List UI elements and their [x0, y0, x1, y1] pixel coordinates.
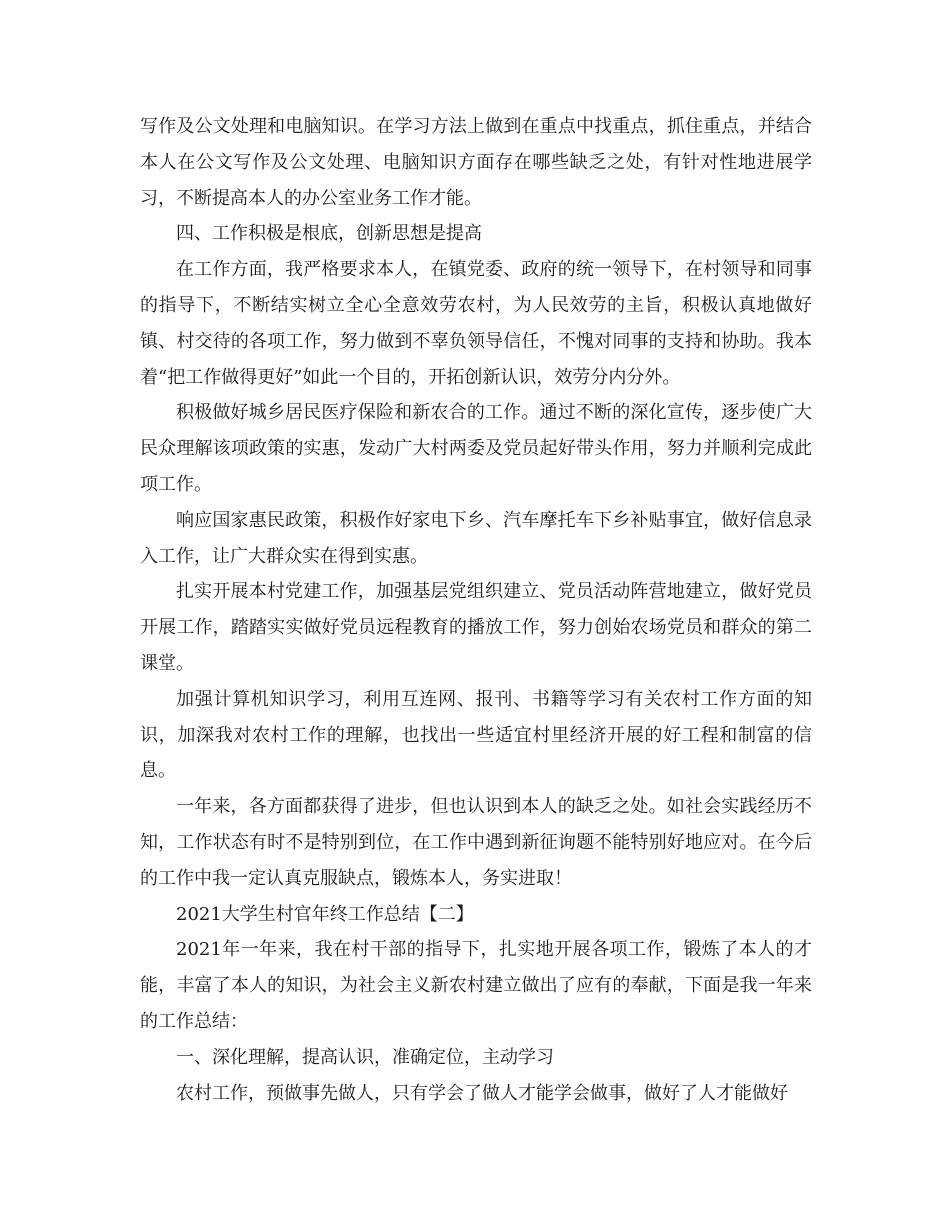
- section-heading-4: 四、工作积极是根底，创新思想是提高: [176, 223, 482, 245]
- paragraph: 扎实开展本村党建工作，加强基层党组织建立、党员活动阵营地建立，做好党员开展工作，踏踏实实做好党员远程教育的播放工作，努力创始农场党员和群众的第二课堂。: [140, 581, 812, 674]
- paragraph: 响应国家惠民政策，积极作好家电下乡、汽车摩托车下乡补贴事宜，做好信息录入工作，让广大群众实在得到实惠。: [140, 509, 812, 567]
- paragraph: 农村工作，预做事先做人，只有学会了做人才能学会做事，做好了人才能做好: [176, 1082, 788, 1104]
- section-heading-1: 一、深化理解，提高认识，准确定位，主动学习: [176, 1046, 554, 1068]
- paragraph: 在工作方面，我严格要求本人，在镇党委、政府的统一领导下，在村领导和同事的指导下，不断结实树立全心全意效劳农村，为人民效劳的主旨，积极认真地做好镇、村交待的各项工作，努力做到不辜负领导信任，不愧对同事的支持和协助。我本着“把工作做得更好”如此一个目的，开拓创新认识，效劳分内分外。: [140, 259, 812, 388]
- document-body: [140, 109, 812, 1111]
- paragraph-continuation: 写作及公文处理和电脑知识。在学习方法上做到在重点中找重点，抓住重点，并结合本人在公文写作及公文处理、电脑知识方面存在哪些缺乏之处，有针对性地进展学习，不断提高本人的办公室业务工作才能。: [140, 116, 812, 209]
- paragraph: 积极做好城乡居民医疗保险和新农合的工作。通过不断的深化宣传，逐步使广大民众理解该项政策的实惠，发动广大村两委及党员起好带头作用，努力并顺利完成此项工作。: [140, 402, 812, 495]
- paragraph: 2021年一年来，我在村干部的指导下，扎实地开展各项工作，锻炼了本人的才能，丰富了本人的知识，为社会主义新农村建立做出了应有的奉献，下面是我一年来的工作总结：: [140, 939, 812, 1032]
- document-subtitle: 2021大学生村官年终工作总结【二】: [176, 903, 474, 925]
- paragraph: 加强计算机知识学习，利用互连网、报刊、书籍等学习有关农村工作方面的知识，加深我对农村工作的理解，也找出一些适宜村里经济开展的好工程和制富的信息。: [140, 688, 812, 782]
- paragraph: 一年来，各方面都获得了进步，但也认识到本人的缺乏之处。如社会实践经历不知，工作状态有时不是特别到位，在工作中遇到新征询题不能特别好地应对。在今后的工作中我一定认真克服缺点，锻炼本人，务实进取！: [140, 796, 812, 889]
